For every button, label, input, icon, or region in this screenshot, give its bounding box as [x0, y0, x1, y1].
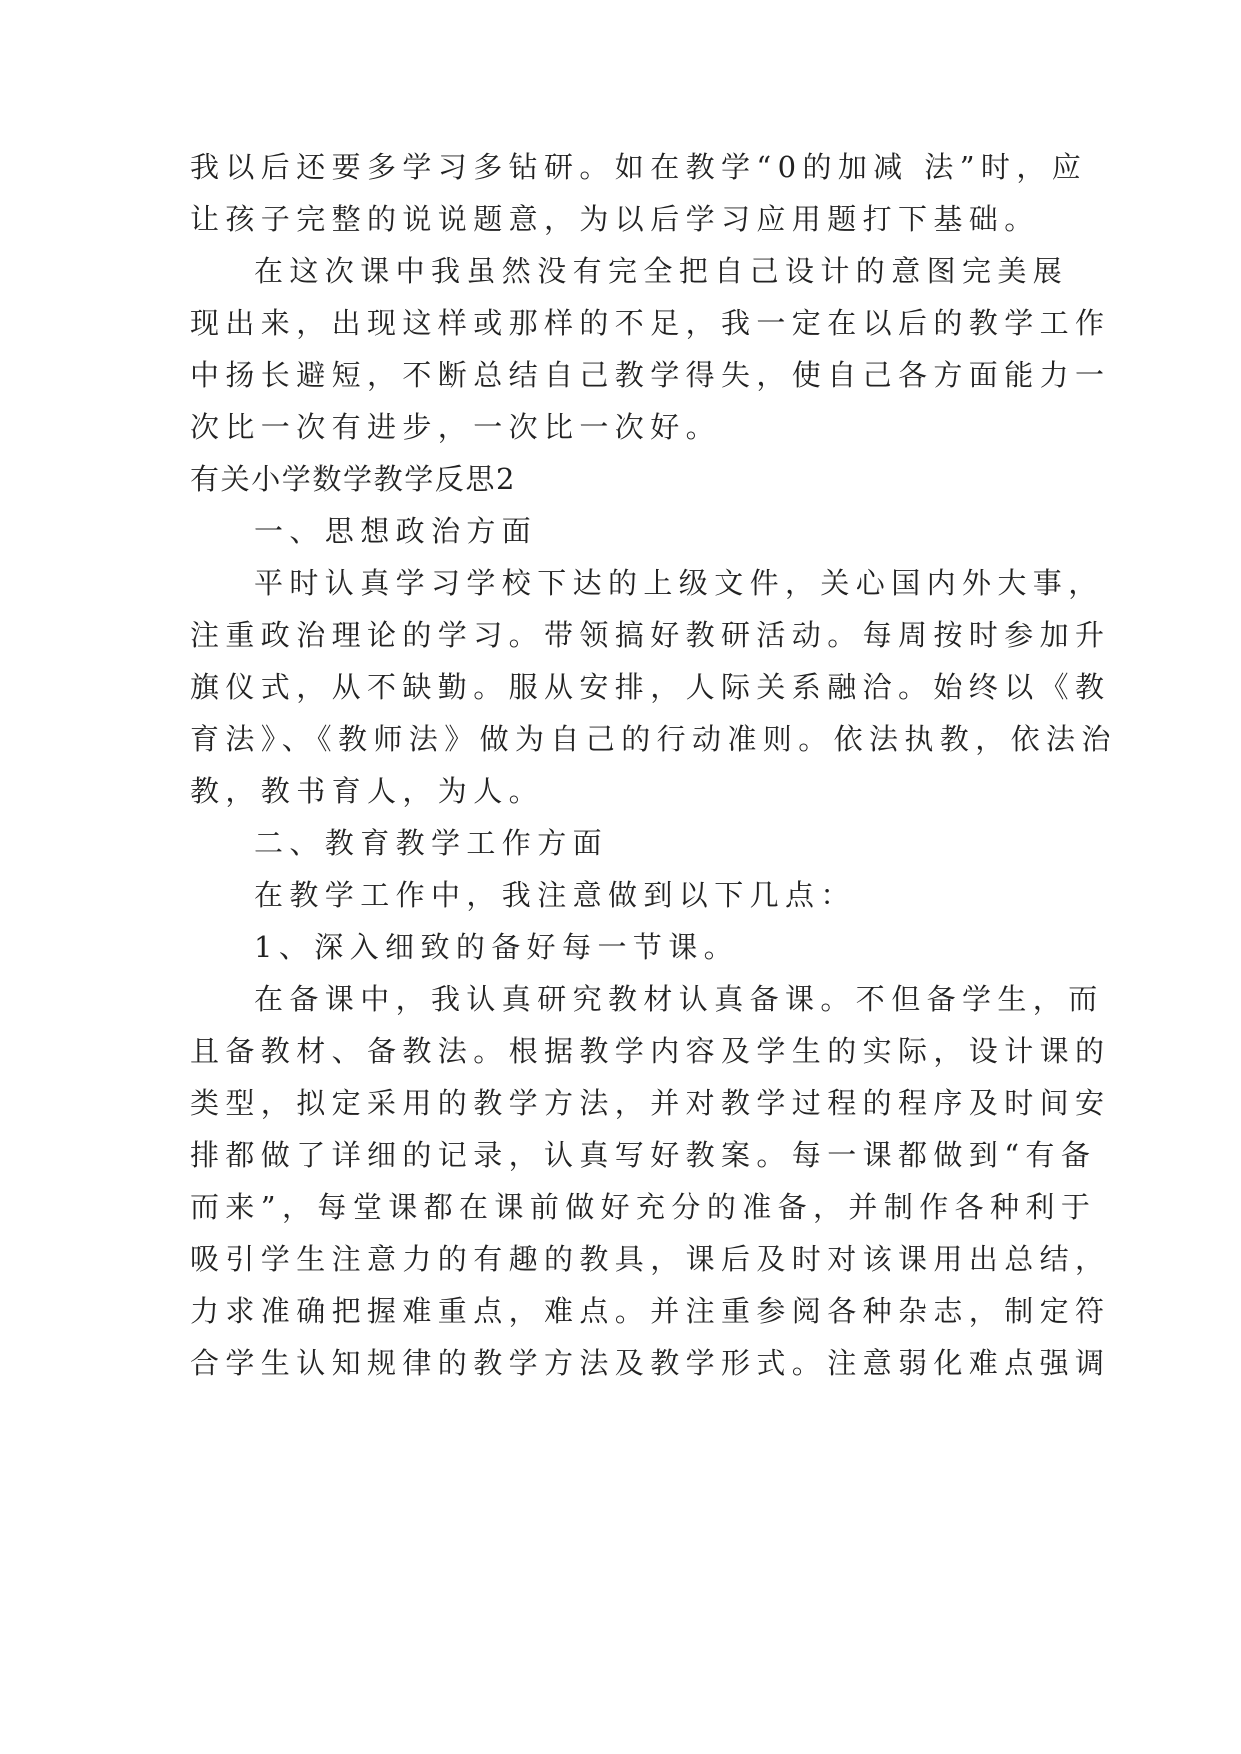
body-line: 育法》、《教师法》做为自己的行动准则。依法执教，依法治 [190, 722, 1117, 756]
body-line: 合学生认知规律的教学方法及教学形式。注意弱化难点强调 [190, 1346, 1111, 1380]
body-line: 而来”，每堂课都在课前做好充分的准备，并制作各种利于 [190, 1190, 1097, 1224]
subheading: 二、教育教学工作方面 [254, 826, 609, 860]
body-line: 中扬长避短，不断总结自己教学得失，使自己各方面能力一 [190, 358, 1111, 392]
body-line: 吸引学生注意力的有趣的教具，课后及时对该课用出总结， [190, 1242, 1111, 1276]
subheading: 一、思想政治方面 [254, 514, 538, 548]
body-line: 排都做了详细的记录，认真写好教案。每一课都做到“有备 [190, 1138, 1097, 1172]
list-item-heading: 1、深入细致的备好每一节课。 [254, 930, 740, 964]
paragraph-first-line: 在这次课中我虽然没有完全把自己设计的意图完美展 [254, 254, 1069, 288]
paragraph-first-line: 在备课中，我认真研究教材认真备课。不但备学生，而 [254, 982, 1104, 1016]
body-line: 教，教书育人，为人。 [190, 774, 545, 808]
body-line: 现出来，出现这样或那样的不足，我一定在以后的教学工作 [190, 306, 1111, 340]
paragraph-first-line: 平时认真学习学校下达的上级文件，关心国内外大事， [254, 566, 1104, 600]
paragraph-first-line: 在教学工作中，我注意做到以下几点： [254, 878, 856, 912]
body-line: 注重政治理论的学习。带领搞好教研活动。每周按时参加升 [190, 618, 1111, 652]
body-line: 类型，拟定采用的教学方法，并对教学过程的程序及时间安 [190, 1086, 1111, 1120]
body-line: 次比一次有进步，一次比一次好。 [190, 410, 722, 444]
section-title: 有关小学数学教学反思2 [190, 462, 517, 496]
body-line: 旗仪式，从不缺勤。服从安排，人际关系融洽。始终以《教 [190, 670, 1111, 704]
body-line: 且备教材、备教法。根据教学内容及学生的实际，设计课的 [190, 1034, 1111, 1068]
body-line: 力求准确把握难重点，难点。并注重参阅各种杂志，制定符 [190, 1294, 1111, 1328]
body-line: 我以后还要多学习多钻研。如在教学“0的加减 法”时，应 [190, 150, 1088, 184]
body-line: 让孩子完整的说说题意，为以后学习应用题打下基础。 [190, 202, 1040, 236]
